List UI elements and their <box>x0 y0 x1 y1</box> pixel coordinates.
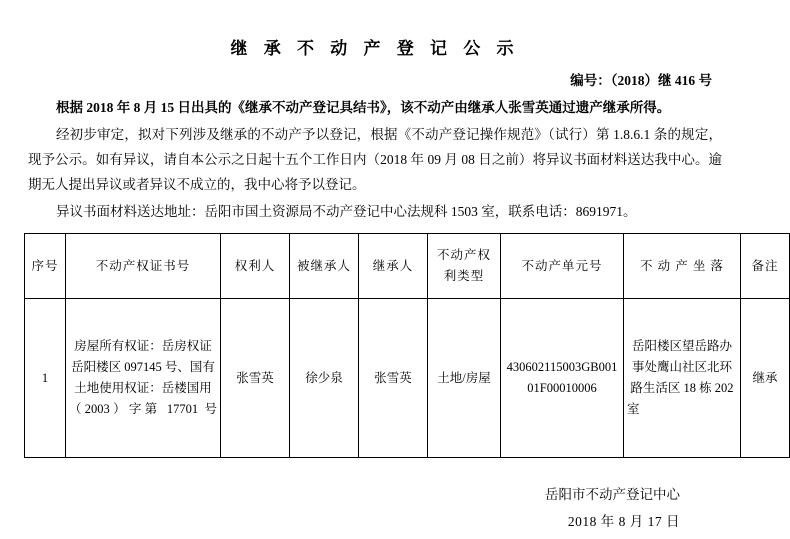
document-page <box>0 34 779 539</box>
header-heir: 继承人 <box>359 234 428 299</box>
cell-unit-number: 430602115003GB00101F00010006 <box>501 299 624 458</box>
paragraph-address: 异议书面材料送达地址：岳阳市国土资源局不动产登记中心法规科 1503 室，联系电话：8691971。 <box>56 204 637 219</box>
page-title: 继 承 不 动 产 登 记 公 示 <box>230 39 520 58</box>
header-owner: 权利人 <box>221 234 290 299</box>
cell-sequence: 1 <box>25 299 66 458</box>
table-header-row <box>25 234 790 299</box>
header-remark: 备注 <box>741 234 790 299</box>
header-sequence: 序号 <box>25 234 66 299</box>
signature-organization: 岳阳市不动产登记中心 <box>545 487 680 502</box>
header-decedent: 被继承人 <box>290 234 359 299</box>
cell-remark: 继承 <box>741 299 790 458</box>
cell-location: 岳阳楼区望岳路办事处鹰山社区北环路生活区 18 栋 202 室 <box>624 299 741 458</box>
cell-decedent: 徐少泉 <box>290 299 359 458</box>
paragraph-basis: 根据 2018 年 8 月 15 日出具的《继承不动产登记具结书》，该不动产由继承人张雪英通过遗产继承所得。 <box>56 100 671 115</box>
header-location: 不 动 产 坐 落 <box>624 234 741 299</box>
paragraph-announcement: 经初步审定，拟对下列涉及继承的不动产予以登记，根据《不动产登记操作规范》（试行）第 1.8.6.1 条的规定，现予公示。如有异议，请自本公示之日起十五个工作日内（2018 年 09 月 08 日之前）将异议书面材料送达我中心。逾期无人提出异议或者异议不成立的，我中心将予以登记。 <box>28 127 722 192</box>
cell-certificate-number: 房屋所有权证：岳房权证岳阳楼区 097145 号、国有土地使用权证：岳楼国用（2003）字第 17701 号 <box>66 299 221 458</box>
cell-owner: 张雪英 <box>221 299 290 458</box>
cell-heir: 张雪英 <box>359 299 428 458</box>
document-number: 编号：（2018）继 416 号 <box>570 73 712 88</box>
header-certificate-number: 不动产权证书号 <box>66 234 221 299</box>
header-right-type: 不动产权利类型 <box>428 234 501 299</box>
signature-date: 2018 年 8 月 17 日 <box>567 514 680 529</box>
registration-table <box>24 233 790 458</box>
table-header <box>25 234 790 299</box>
table-body <box>25 299 790 458</box>
table-row <box>25 299 790 458</box>
cell-right-type: 土地/房屋 <box>428 299 501 458</box>
header-unit-number: 不动产单元号 <box>501 234 624 299</box>
